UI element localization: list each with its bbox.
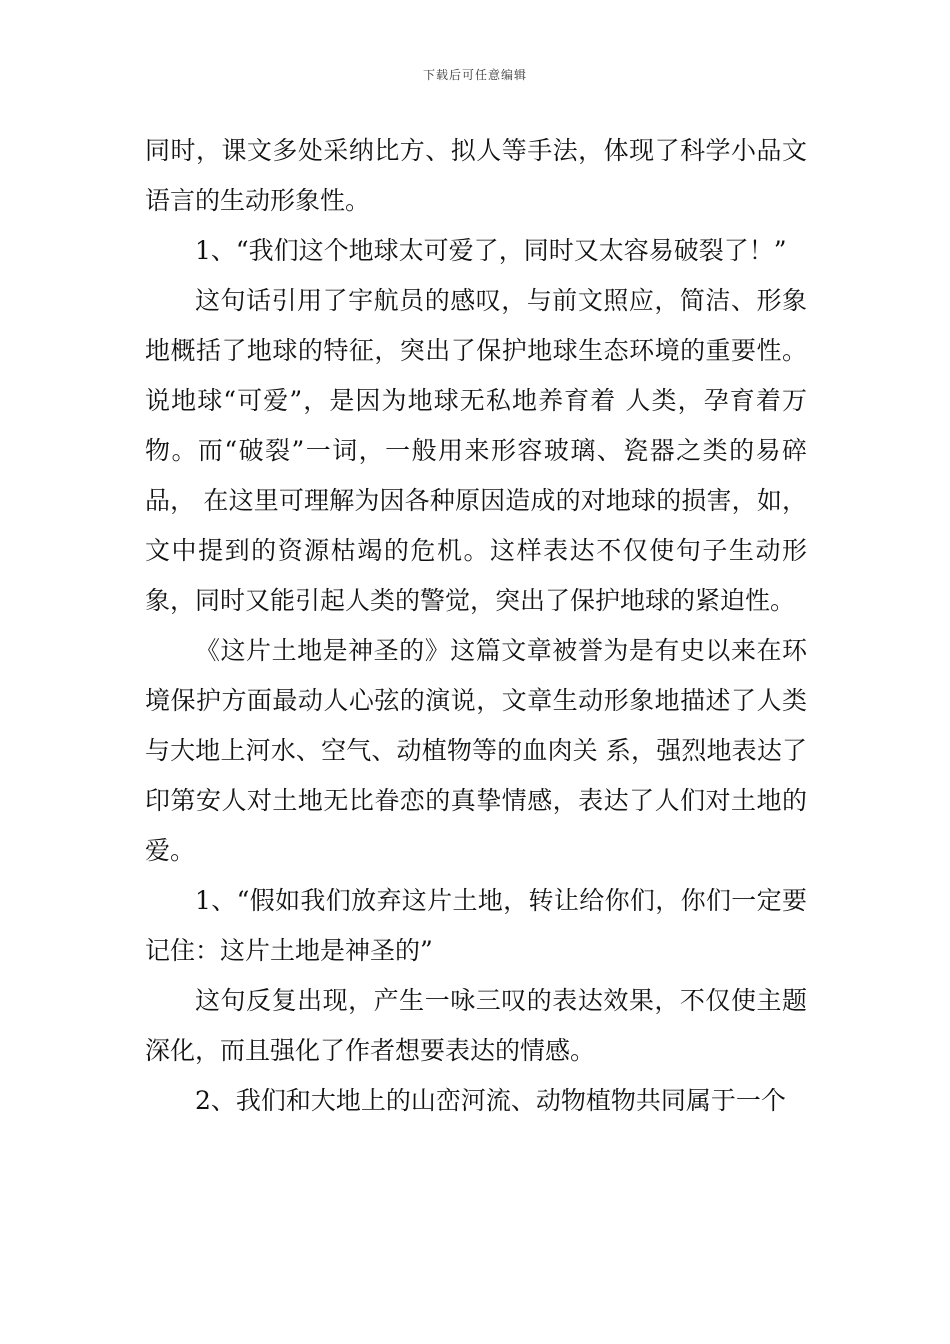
header-note: 下载后可任意编辑 — [422, 68, 527, 82]
paragraph-5: 1、“假如我们放弃这片土地，转让给你们，你们一定要记住：这片土地是神圣的” — [145, 886, 807, 965]
paragraph-2: 1、“我们这个地球太可爱了，同时又太容易破裂了！” — [195, 236, 787, 265]
paragraph-7: 2、我们和大地上的山峦河流、动物植物共同属于一个 — [195, 1086, 786, 1115]
paragraph-1: 同时，课文多处采纳比方、拟人等手法，体现了科学小品文语言的生动形象性。 — [145, 136, 807, 215]
paragraph-3: 这句话引用了宇航员的感叹，与前文照应，简洁、形象地概括了地球的特征，突出了保护地球生态环境的重要性。说地球“可爱”，是因为地球无私地养育着 人类，孕育着万物。而“破裂”一词，一般用来形容玻璃、瓷器之类的易碎品， 在这里可理解为因各种原因造成的对地球的损害，如，文中提到的资源枯竭的危机。这样表达不仅使句子生动形象，同时又能引起人类的警觉，突出了保护地球的紧迫性。 — [145, 286, 807, 615]
document-body — [145, 126, 807, 1126]
paragraph-4: 《这片土地是神圣的》这篇文章被誉为是有史以来在环境保护方面最动人心弦的演说，文章生动形象地描述了人类与大地上河水、空气、动植物等的血肉关 系，强烈地表达了印第安人对土地无比眷恋的真挚情感，表达了人们对土地的爱。 — [145, 636, 807, 865]
paragraph-6: 这句反复出现，产生一咏三叹的表达效果，不仅使主题深化，而且强化了作者想要表达的情感。 — [145, 986, 807, 1065]
